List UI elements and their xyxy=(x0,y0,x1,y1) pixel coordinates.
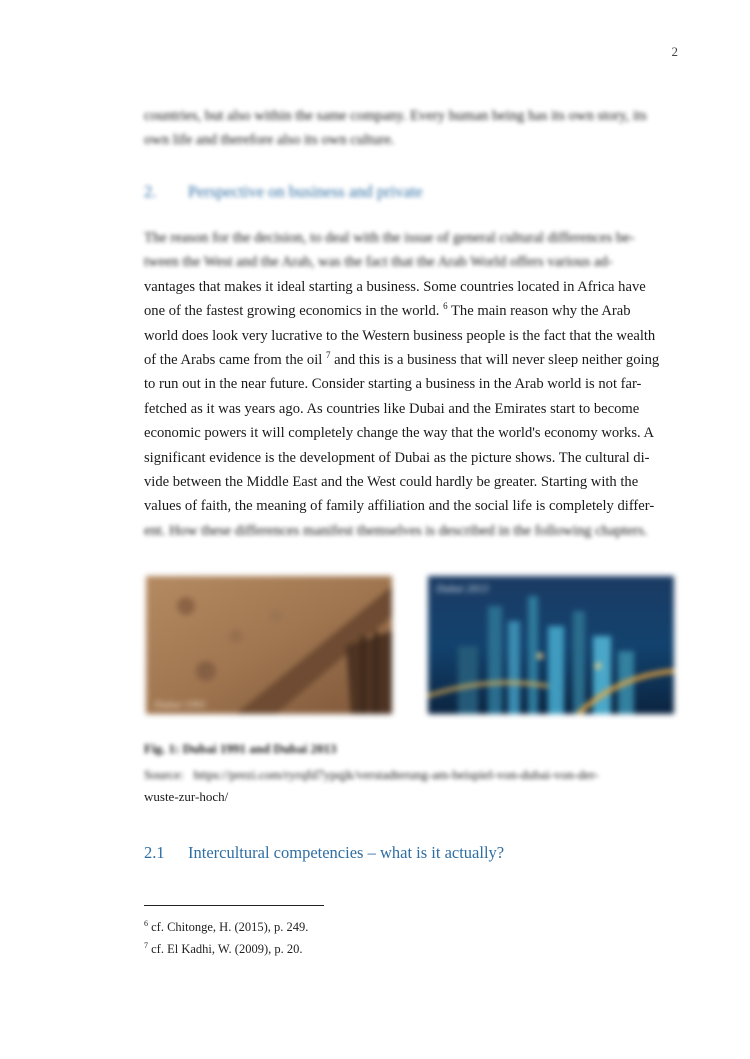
text-line: economic powers it will completely change the way that the world's economy works. A xyxy=(144,425,655,442)
dubai-1991-image xyxy=(146,576,392,714)
heading-title: Perspective on business and private xyxy=(188,182,423,201)
desert-photo xyxy=(146,576,392,714)
source-url-continuation[interactable]: wuste-zur-hoch/ xyxy=(144,789,229,804)
section-heading-2 xyxy=(144,182,423,202)
text-segment: of the Arabs came from the oil xyxy=(144,352,323,369)
text-segment: The main reason why the Arab xyxy=(451,303,631,320)
text-line: ent. How these differences manifest themselves is described in the following chapters. xyxy=(144,522,648,539)
text-line: fetched as it was years ago. As countries like Dubai and the Emirates start to become xyxy=(144,400,640,417)
source-label: Source: xyxy=(144,767,184,782)
source-url[interactable]: https://prezi.com/ryrqfd7ypqjk/verstadterung-am-beispiel-von-dubai-von-der- xyxy=(193,767,599,782)
dubai-2013-image xyxy=(428,576,674,714)
text-line: tween the West and the Arab, was the fact that the Arab World offers various ad- xyxy=(144,254,613,271)
body-paragraph xyxy=(144,226,677,543)
city-photo xyxy=(428,576,674,714)
text-line: countries, but also within the same company. Every human being has its own story, its xyxy=(144,108,647,124)
image-label: Dubai 2013 xyxy=(436,583,489,595)
figure-images xyxy=(146,576,676,716)
page-number: 2 xyxy=(671,44,678,59)
intro-paragraph xyxy=(144,104,677,153)
text-line xyxy=(144,348,677,372)
section-heading-2-1 xyxy=(144,843,504,863)
text-line: to run out in the near future. Consider starting a business in the Arab world is not far- xyxy=(144,376,642,393)
text-line: own life and therefore also its own culture. xyxy=(144,132,395,149)
footnote xyxy=(144,920,308,935)
footnote-ref[interactable]: 6 xyxy=(443,301,448,312)
text-line: vide between the Middle East and the West could hardly be greater. Starting with the xyxy=(144,474,639,491)
figure-caption: Fig. 1: Dubai 1991 and Dubai 2013 xyxy=(144,741,337,756)
text-segment: and this is a business that will never sleep neither going xyxy=(334,352,660,369)
text-segment: one of the fastest growing economics in the world. xyxy=(144,303,440,320)
footnote-ref[interactable]: 7 xyxy=(325,350,331,361)
footnote-divider xyxy=(144,905,324,906)
heading-number: 2. xyxy=(144,182,157,201)
heading-title: Intercultural competencies – what is it actually? xyxy=(188,843,505,862)
footnote-number: 6 xyxy=(144,918,148,928)
footnote xyxy=(144,942,303,957)
source-line xyxy=(144,767,677,783)
figure-source xyxy=(144,767,677,805)
footnote-text: cf. El Kadhi, W. (2009), p. 20. xyxy=(151,942,303,956)
heading-number: 2.1 xyxy=(144,843,165,862)
text-line: vantages that makes it ideal starting a business. Some countries located in Africa have xyxy=(144,278,646,295)
text-line: values of faith, the meaning of family affiliation and the social life is completely differ- xyxy=(144,498,655,515)
image-label: Dubai 1991 xyxy=(154,699,207,711)
text-line: The reason for the decision, to deal with the issue of general cultural differences be- xyxy=(144,230,635,246)
footnote-text: cf. Chitonge, H. (2015), p. 249. xyxy=(151,920,309,934)
text-line xyxy=(144,299,677,323)
footnote-number: 7 xyxy=(144,940,148,950)
text-line: world does look very lucrative to the Western business people is the fact that the wealth xyxy=(144,327,656,344)
text-line: significant evidence is the development of Dubai as the picture shows. The cultural di- xyxy=(144,449,650,466)
